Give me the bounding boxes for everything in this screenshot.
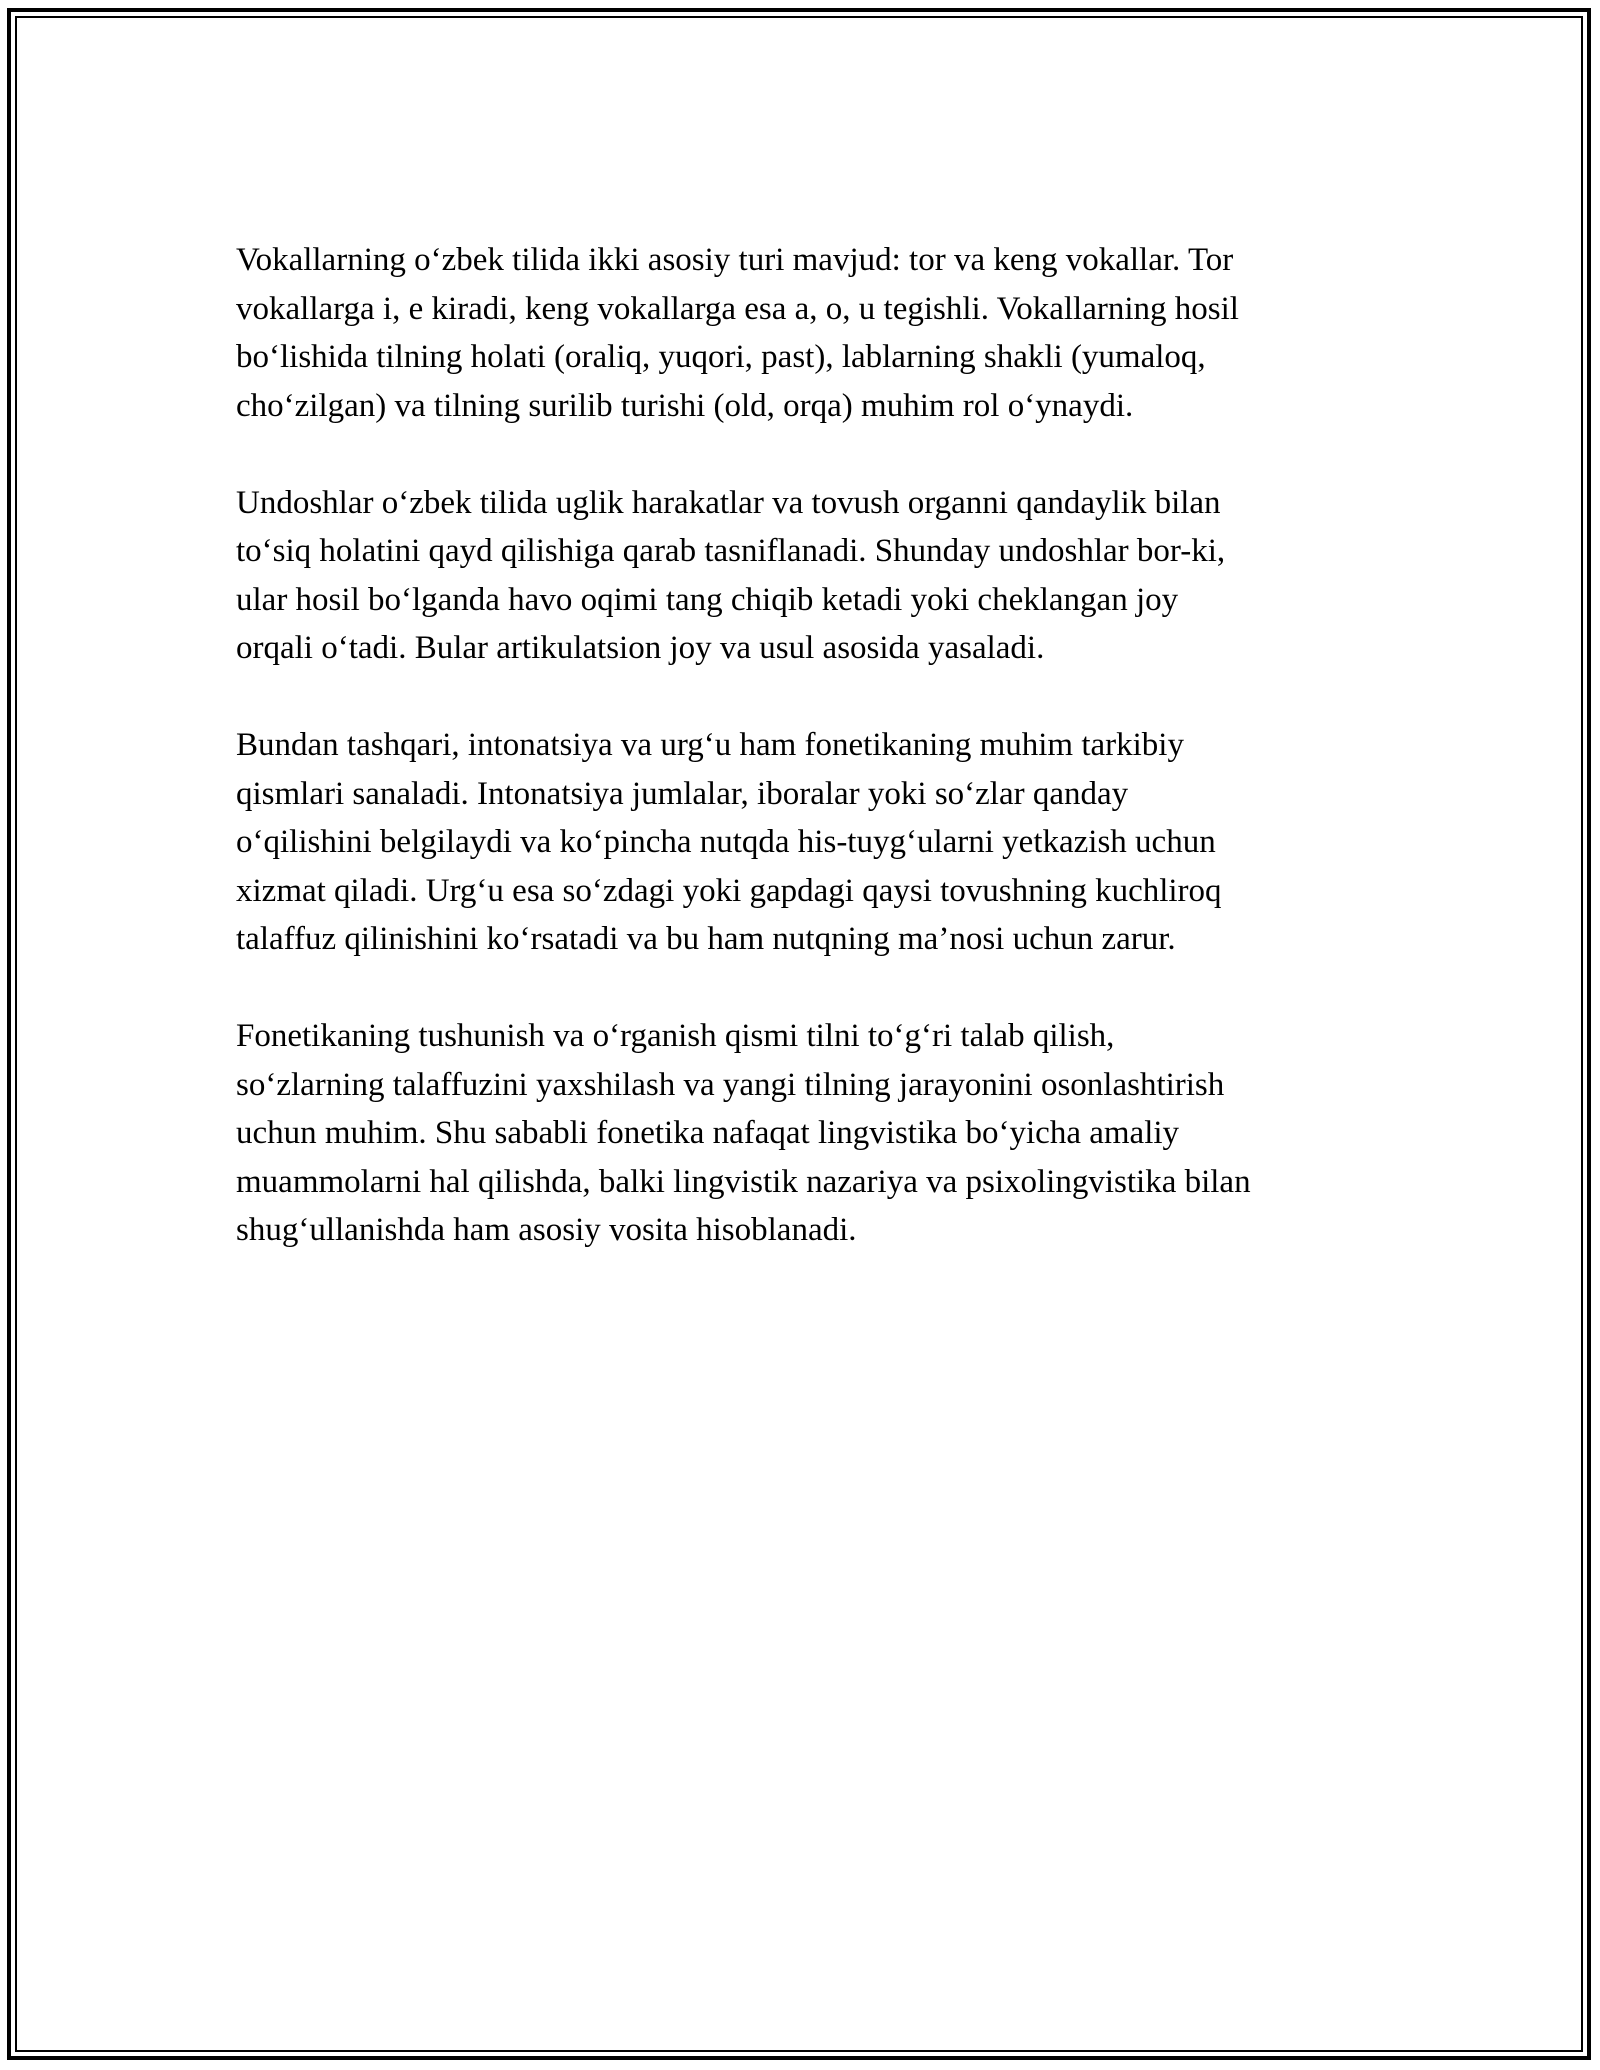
text-line: qismlari sanaladi. Intonatsiya jumlalar, iboralar yoki so‘zlar qanday	[236, 775, 1129, 812]
paragraph-vowels	[236, 236, 1376, 430]
document-body	[236, 236, 1376, 1303]
paragraph-consonants	[236, 479, 1376, 673]
paragraph-intonation	[236, 721, 1376, 964]
text-line: xizmat qiladi. Urg‘u esa so‘zdagi yoki gapdagi qaysi tovushning kuchliroq	[236, 872, 1222, 909]
text-line: bo‘lishida tilning holati (oraliq, yuqori, past), lablarning shakli (yumaloq,	[236, 339, 1206, 375]
text-line: o‘qilishini belgilaydi va ko‘pincha nutqda his-tuyg‘ularni yetkazish uchun	[236, 824, 1216, 860]
text-line: shug‘ullanishda ham asosiy vosita hisoblanadi.	[236, 1212, 857, 1248]
text-line: so‘zlarning talaffuzini yaxshilash va yangi tilning jarayonini osonlashtirish	[236, 1066, 1225, 1103]
text-line: Undoshlar o‘zbek tilida uglik harakatlar va tovush organni qandaylik bilan	[236, 484, 1221, 521]
text-line: Fonetikaning tushunish va o‘rganish qismi tilni to‘g‘ri talab qilish,	[236, 1018, 1115, 1054]
text-line: uchun muhim. Shu sababli fonetika nafaqat lingvistika bo‘yicha amaliy	[236, 1115, 1180, 1151]
paragraph-phonetics-importance	[236, 1012, 1376, 1255]
text-line: Vokallarning o‘zbek tilida ikki asosiy turi mavjud: tor va keng vokallar. Tor	[236, 242, 1234, 278]
text-line: Bundan tashqari, intonatsiya va urg‘u ham fonetikaning muhim tarkibiy	[236, 727, 1184, 763]
text-line: talaffuz qilinishini ko‘rsatadi va bu ham nutqning ma’nosi uchun zarur.	[236, 921, 1176, 957]
text-line: vokallarga i, e kiradi, keng vokallarga esa a, o, u tegishli. Vokallarning hosil	[236, 290, 1239, 327]
text-line: orqali o‘tadi. Bular artikulatsion joy va usul asosida yasaladi.	[236, 630, 1045, 666]
text-line: ular hosil bo‘lganda havo oqimi tang chiqib ketadi yoki cheklangan joy	[236, 581, 1179, 618]
text-line: cho‘zilgan) va tilning surilib turishi (old, orqa) muhim rol o‘ynaydi.	[236, 387, 1134, 424]
text-line: to‘siq holatini qayd qilishiga qarab tasniflanadi. Shunday undoshlar bor-ki,	[236, 533, 1226, 569]
text-line: muammolarni hal qilishda, balki lingvistik nazariya va psixolingvistika bilan	[236, 1163, 1251, 1200]
